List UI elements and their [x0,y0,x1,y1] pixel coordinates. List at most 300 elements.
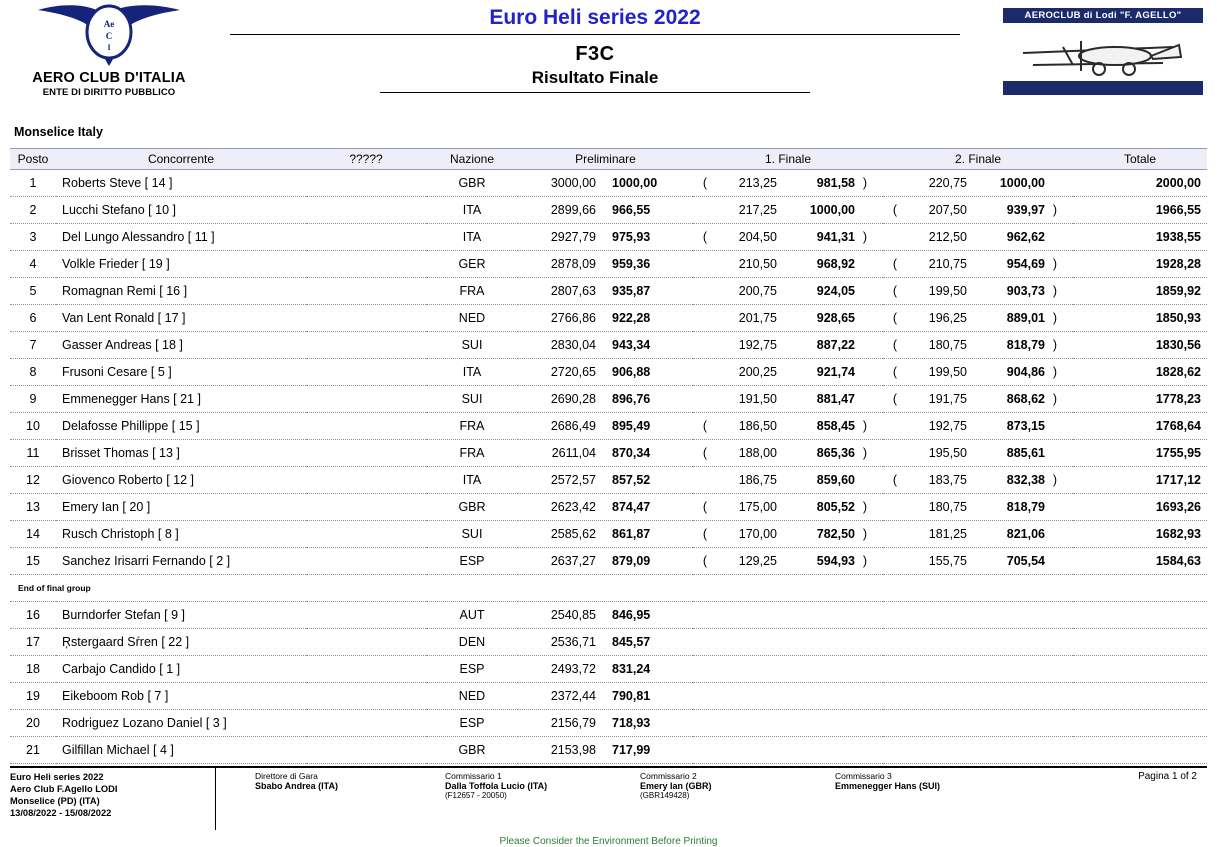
cell-preliminare [518,413,693,440]
official-sub: (F12657 - 20050) [445,791,507,800]
cell-preliminare [518,197,693,224]
f2-close-paren: ) [1052,284,1058,298]
cell-preliminare [518,440,693,467]
f1-raw: 186,75 [738,473,777,487]
cell-finale2 [883,521,1073,548]
f2-raw: 220,75 [928,176,967,190]
f2-open-paren: ( [892,473,898,487]
cell-posto: 18 [10,656,56,683]
cell-totale [1073,710,1207,737]
f2-open-paren: ( [892,203,898,217]
cell-unknown [306,710,426,737]
f2-close-paren: ) [1052,365,1058,379]
aeroclub-lodi-logo [1003,8,1203,100]
cell-unknown [306,494,426,521]
cell-posto: 13 [10,494,56,521]
cell-posto: 21 [10,737,56,764]
cell-nazione: SUI [426,386,518,413]
cell-concorrente: Lucchi Stefano [ 10 ] [56,197,306,224]
cell-unknown [306,224,426,251]
f2-norm: 821,06 [1006,527,1045,541]
prel-raw: 2372,44 [550,689,596,703]
table-row [10,413,1207,440]
cell-concorrente: Del Lungo Alessandro [ 11 ] [56,224,306,251]
cell-posto: 11 [10,440,56,467]
cell-unknown [306,332,426,359]
cell-finale1 [693,224,883,251]
cell-unknown [306,413,426,440]
cell-concorrente: Carbajo Candido [ 1 ] [56,656,306,683]
cell-posto: 12 [10,467,56,494]
cell-finale2 [883,224,1073,251]
f2-raw: 183,75 [928,473,967,487]
f1-raw: 188,00 [738,446,777,460]
cell-nazione: DEN [426,629,518,656]
cell-finale2 [883,629,1073,656]
cell-nazione: FRA [426,440,518,467]
cell-posto: 2 [10,197,56,224]
prel-norm: 922,28 [612,311,651,325]
club-name: AERO CLUB D'ITALIA [32,70,186,86]
f1-norm: 941,31 [816,230,855,244]
official-role: Direttore di Gara [255,771,318,781]
f1-open-paren: ( [702,527,708,541]
f2-norm: 1000,00 [999,176,1045,190]
table-row [10,521,1207,548]
cell-finale1 [693,683,883,710]
prel-norm: 1000,00 [612,176,658,190]
cell-concorrente: Eikeboom Rob [ 7 ] [56,683,306,710]
f1-norm: 1000,00 [809,203,855,217]
cell-finale1 [693,440,883,467]
cell-totale: 1850,93 [1073,305,1207,332]
f1-norm: 981,58 [816,176,855,190]
prel-norm: 717,99 [612,743,651,757]
cell-finale1 [693,602,883,629]
cell-finale1 [693,548,883,575]
cell-nazione: NED [426,683,518,710]
cell-preliminare [518,629,693,656]
page-number: Pagina 1 of 2 [1138,771,1197,782]
page-header [0,0,1217,139]
f1-norm: 782,50 [816,527,855,541]
cell-finale2 [883,278,1073,305]
cell-concorrente: Brisset Thomas [ 13 ] [56,440,306,467]
f2-raw: 155,75 [928,554,967,568]
cell-concorrente: Burndorfer Stefan [ 9 ] [56,602,306,629]
cell-nazione: FRA [426,278,518,305]
f2-norm: 962,62 [1006,230,1045,244]
prel-raw: 2720,65 [550,365,596,379]
f2-norm: 903,73 [1006,284,1045,298]
table-row [10,197,1207,224]
cell-finale1 [693,386,883,413]
f2-raw: 207,50 [928,203,967,217]
title-block [230,6,960,93]
page-footer [10,766,1207,819]
f2-open-paren: ( [892,284,898,298]
cell-totale [1073,683,1207,710]
official-name: Emmenegger Hans (SUI) [835,781,941,791]
prel-norm: 959,36 [612,257,651,271]
prel-norm: 870,34 [612,446,651,460]
f1-close-paren: ) [862,554,868,568]
cell-nazione: GBR [426,170,518,197]
cell-totale: 1828,62 [1073,359,1207,386]
footer-divider [215,768,216,830]
cell-preliminare [518,251,693,278]
prel-norm: 879,09 [612,554,651,568]
cell-concorrente: Romagnan Remi [ 16 ] [56,278,306,305]
f2-close-paren: ) [1052,392,1058,406]
cell-posto: 4 [10,251,56,278]
prel-raw: 2611,04 [551,446,596,460]
f2-raw: 181,25 [928,527,967,541]
table-row [10,548,1207,575]
footer-line-2: Aero Club F.Agello LODI [10,784,118,794]
club-subtitle: ENTE DI DIRITTO PUBBLICO [42,87,176,98]
official-commissario-1 [445,771,640,819]
prel-norm: 857,52 [612,473,651,487]
f1-raw: 200,25 [738,365,777,379]
footer-line-3: Monselice (PD) (ITA) [10,796,100,806]
cell-unknown [306,521,426,548]
f1-open-paren: ( [702,446,708,460]
table-row [10,251,1207,278]
column-header-finale2: 2. Finale [883,149,1073,170]
f2-raw: 199,50 [928,365,967,379]
cell-posto: 1 [10,170,56,197]
table-row [10,710,1207,737]
f1-norm: 858,45 [816,419,855,433]
cell-unknown [306,170,426,197]
column-header-unknown: ????? [306,149,426,170]
cell-nazione: ESP [426,656,518,683]
f2-close-paren: ) [1052,203,1058,217]
cell-totale: 1830,56 [1073,332,1207,359]
f2-close-paren: ) [1052,338,1058,352]
f1-raw: 192,75 [738,338,777,352]
f1-raw: 210,50 [738,257,777,271]
f2-norm: 818,79 [1006,338,1045,352]
cell-preliminare [518,386,693,413]
cell-posto: 10 [10,413,56,440]
f1-open-paren: ( [702,419,708,433]
f2-open-paren: ( [892,392,898,406]
f1-raw: 204,50 [738,230,777,244]
cell-concorrente: Rodriguez Lozano Daniel [ 3 ] [56,710,306,737]
f1-open-paren: ( [702,176,708,190]
f1-close-paren: ) [862,527,868,541]
cell-unknown [306,440,426,467]
prel-raw: 2156,79 [550,716,596,730]
f2-raw: 180,75 [928,338,967,352]
f2-close-paren: ) [1052,257,1058,271]
table-row [10,629,1207,656]
cell-concorrente: Gilfillan Michael [ 4 ] [56,737,306,764]
cell-concorrente: Emery Ian [ 20 ] [56,494,306,521]
cell-finale1 [693,359,883,386]
cell-finale2 [883,494,1073,521]
cell-nazione: ITA [426,224,518,251]
official-name: Dalla Toffola Lucio (ITA) [445,781,548,791]
cell-posto: 19 [10,683,56,710]
f1-norm: 968,92 [816,257,855,271]
cell-nazione: FRA [426,413,518,440]
cell-preliminare [518,602,693,629]
column-header-totale: Totale [1073,149,1207,170]
cell-finale1 [693,170,883,197]
cell-unknown [306,386,426,413]
cell-totale: 1966,55 [1073,197,1207,224]
prel-raw: 2637,27 [550,554,596,568]
prel-raw: 2536,71 [550,635,596,649]
prel-raw: 2572,57 [550,473,596,487]
f2-norm: 818,79 [1006,500,1045,514]
cell-unknown [306,737,426,764]
column-header-posto: Posto [10,149,56,170]
table-row [10,359,1207,386]
f1-close-paren: ) [862,500,868,514]
cell-concorrente: Ŗstergaard Sŕren [ 22 ] [56,629,306,656]
prel-norm: 831,24 [612,662,651,676]
cell-finale2 [883,170,1073,197]
cell-preliminare [518,683,693,710]
cell-finale2 [883,251,1073,278]
f1-norm: 865,36 [816,446,855,460]
cell-posto: 3 [10,224,56,251]
f2-open-paren: ( [892,365,898,379]
cell-concorrente: Roberts Steve [ 14 ] [56,170,306,197]
cell-finale2 [883,197,1073,224]
cell-concorrente: Van Lent Ronald [ 17 ] [56,305,306,332]
cell-preliminare [518,710,693,737]
cell-unknown [306,359,426,386]
table-row [10,737,1207,764]
cell-finale1 [693,467,883,494]
cell-posto: 9 [10,386,56,413]
f1-close-paren: ) [862,419,868,433]
cell-nazione: SUI [426,332,518,359]
cell-finale2 [883,467,1073,494]
f1-close-paren: ) [862,446,868,460]
f1-norm: 921,74 [816,365,855,379]
cell-unknown [306,602,426,629]
cell-finale1 [693,737,883,764]
cell-finale2 [883,386,1073,413]
column-header-finale1: 1. Finale [693,149,883,170]
table-row [10,656,1207,683]
prel-raw: 2493,72 [550,662,596,676]
cell-totale [1073,656,1207,683]
f2-norm: 954,69 [1006,257,1045,271]
f1-norm: 594,93 [816,554,855,568]
cell-totale: 1717,12 [1073,467,1207,494]
cell-totale: 1693,26 [1073,494,1207,521]
column-header-concorrente: Concorrente [56,149,306,170]
f1-close-paren: ) [862,230,868,244]
f2-raw: 210,75 [928,257,967,271]
cell-concorrente: Delafosse Phillippe [ 15 ] [56,413,306,440]
cell-finale2 [883,332,1073,359]
f2-norm: 832,38 [1006,473,1045,487]
f2-raw: 192,75 [928,419,967,433]
cell-nazione: GBR [426,737,518,764]
prel-norm: 975,93 [612,230,651,244]
lodi-logo-band-bottom [1003,81,1203,95]
f1-norm: 887,22 [816,338,855,352]
event-location: Monselice Italy [14,125,103,139]
cell-preliminare [518,224,693,251]
cell-finale1 [693,521,883,548]
prel-norm: 895,49 [612,419,651,433]
cell-finale2 [883,602,1073,629]
cell-finale1 [693,197,883,224]
cell-preliminare [518,656,693,683]
prel-norm: 966,55 [612,203,651,217]
cell-preliminare [518,359,693,386]
prel-raw: 2623,42 [550,500,596,514]
cell-finale2 [883,683,1073,710]
cell-totale: 1755,95 [1073,440,1207,467]
cell-posto: 6 [10,305,56,332]
cell-unknown [306,683,426,710]
cell-finale2 [883,548,1073,575]
f2-norm: 889,01 [1006,311,1045,325]
prel-norm: 790,81 [612,689,651,703]
prel-raw: 2807,63 [550,284,596,298]
prel-raw: 2878,09 [550,257,596,271]
cell-nazione: GBR [426,494,518,521]
cell-finale1 [693,251,883,278]
cell-totale: 1928,28 [1073,251,1207,278]
table-row [10,224,1207,251]
cell-preliminare [518,170,693,197]
table-row [10,170,1207,197]
table-row [10,494,1207,521]
cell-totale [1073,629,1207,656]
cell-unknown [306,278,426,305]
cell-nazione: ESP [426,710,518,737]
f1-open-paren: ( [702,554,708,568]
prel-raw: 3000,00 [550,176,596,190]
results-table-wrapper [10,148,1207,764]
f1-raw: 213,25 [738,176,777,190]
cell-finale2 [883,656,1073,683]
table-row [10,440,1207,467]
f1-norm: 881,47 [816,392,855,406]
cell-preliminare [518,737,693,764]
prel-raw: 2686,49 [550,419,596,433]
cell-posto: 14 [10,521,56,548]
cell-nazione: ESP [426,548,518,575]
cell-finale1 [693,305,883,332]
cell-posto: 17 [10,629,56,656]
cell-concorrente: Volkle Frieder [ 19 ] [56,251,306,278]
cell-finale1 [693,278,883,305]
cell-totale: 1584,63 [1073,548,1207,575]
prel-norm: 943,34 [612,338,651,352]
cell-finale1 [693,494,883,521]
official-name: Emery Ian (GBR) [640,781,712,791]
results-table [10,148,1207,764]
event-title: Euro Heli series 2022 [230,6,960,35]
cell-preliminare [518,278,693,305]
f1-norm: 805,52 [816,500,855,514]
prel-raw: 2927,79 [550,230,596,244]
official-role: Commissario 2 [640,771,697,781]
cell-finale2 [883,710,1073,737]
cell-concorrente: Giovenco Roberto [ 12 ] [56,467,306,494]
official-name: Sbabo Andrea (ITA) [255,781,338,791]
cell-finale1 [693,656,883,683]
f2-raw: 191,75 [928,392,967,406]
cell-concorrente: Sanchez Irisarri Fernando [ 2 ] [56,548,306,575]
cell-finale2 [883,413,1073,440]
cell-concorrente: Rusch Christoph [ 8 ] [56,521,306,548]
eagle-logo-icon [34,2,184,68]
cut-label: End of final group [18,583,91,593]
cell-nazione: AUT [426,602,518,629]
f1-raw: 175,00 [738,500,777,514]
final-group-cut-row [10,575,1207,602]
cell-unknown [306,629,426,656]
cell-posto: 5 [10,278,56,305]
cell-preliminare [518,332,693,359]
cell-nazione: ITA [426,359,518,386]
f1-raw: 217,25 [738,203,777,217]
cell-totale: 1938,55 [1073,224,1207,251]
footer-line-1: Euro Heli series 2022 [10,772,104,782]
f2-norm: 873,15 [1006,419,1045,433]
cell-totale [1073,737,1207,764]
cell-finale2 [883,359,1073,386]
official-commissario-3 [835,771,1045,819]
prel-raw: 2766,86 [550,311,596,325]
cut-cell [10,575,1207,602]
official-direttore-di-gara [255,771,445,819]
prel-raw: 2690,28 [550,392,596,406]
table-body [10,170,1207,764]
footer-line-4: 13/08/2022 - 15/08/2022 [10,808,112,818]
cell-totale: 2000,00 [1073,170,1207,197]
cell-preliminare [518,494,693,521]
cell-nazione: GER [426,251,518,278]
event-class: F3C [575,43,615,65]
cell-unknown [306,305,426,332]
column-header-preliminare: Preliminare [518,149,693,170]
cell-concorrente: Gasser Andreas [ 18 ] [56,332,306,359]
cell-finale2 [883,737,1073,764]
prel-raw: 2899,66 [550,203,596,217]
prel-norm: 906,88 [612,365,651,379]
prel-raw: 2830,04 [550,338,596,352]
event-subtitle: Risultato Finale [380,68,810,93]
f2-norm: 885,61 [1006,446,1045,460]
cell-posto: 7 [10,332,56,359]
prel-raw: 2153,98 [550,743,596,757]
cell-unknown [306,467,426,494]
footer-event-info [10,771,255,819]
cell-finale2 [883,440,1073,467]
f2-raw: 212,50 [928,230,967,244]
official-commissario-2 [640,771,835,819]
f1-norm: 924,05 [816,284,855,298]
f2-close-paren: ) [1052,311,1058,325]
cell-preliminare [518,548,693,575]
prel-norm: 874,47 [612,500,651,514]
table-row [10,602,1207,629]
